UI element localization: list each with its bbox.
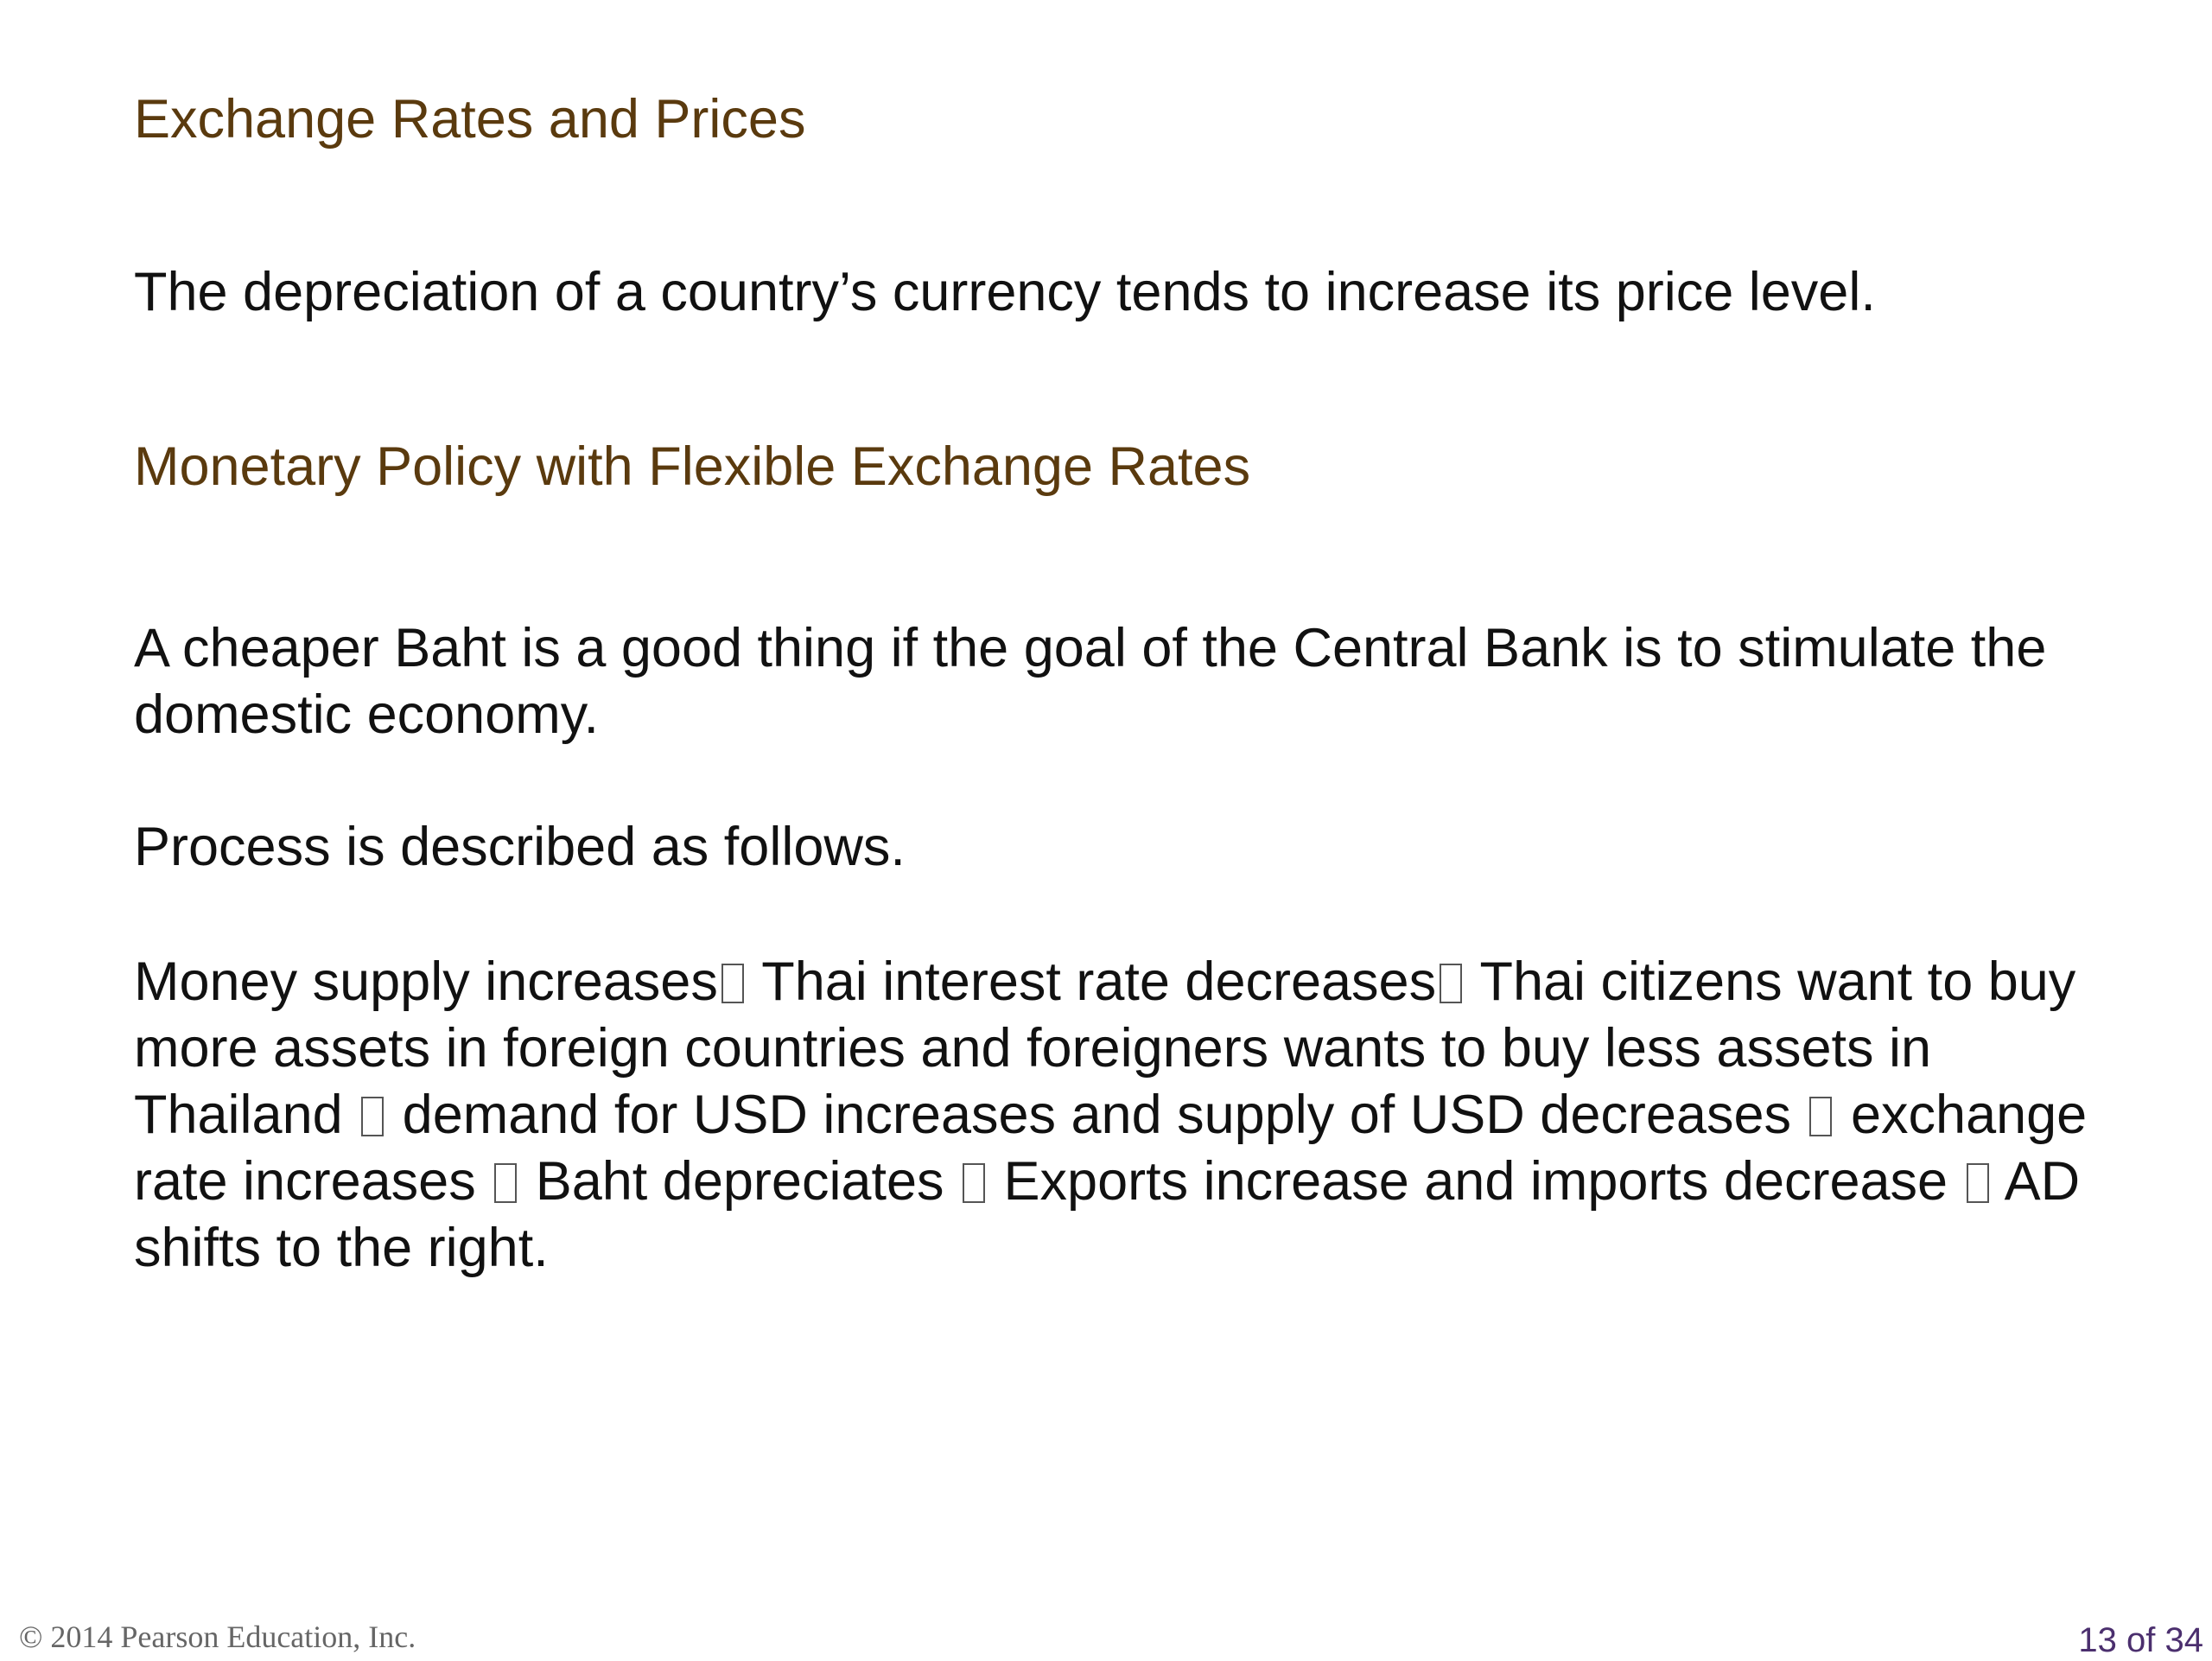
process-step-5: exchange rate increases (134, 1085, 2088, 1212)
missing-glyph-box-icon (494, 1163, 517, 1203)
missing-glyph-box-icon (1809, 1097, 1832, 1136)
process-step-2: Thai interest rate decreases (747, 951, 1437, 1012)
heading-monetary-policy: Monetary Policy with Flexible Exchange Rates (134, 436, 1251, 497)
paragraph-process-chain (134, 949, 2113, 1282)
heading-exchange-rates-and-prices: Exchange Rates and Prices (134, 89, 806, 150)
missing-glyph-box-icon (1440, 964, 1462, 1003)
footer-copyright: © 2014 Pearson Education, Inc. (19, 1620, 416, 1654)
footer-page-number: 13 of 34 (2078, 1621, 2203, 1659)
process-step-1: Money supply increases (134, 951, 718, 1012)
process-step-6: Baht depreciates (520, 1151, 960, 1212)
paragraph-process-intro: Process is described as follows. (134, 817, 906, 877)
process-step-7: Exports increase and imports decrease (988, 1151, 1963, 1212)
missing-glyph-box-icon (361, 1097, 384, 1136)
missing-glyph-box-icon (1967, 1163, 1989, 1203)
paragraph-cheaper-baht: A cheaper Baht is a good thing if the goal of the Central Bank is to stimulate the domestic economy. (134, 618, 2047, 745)
process-step-8: AD shifts to the right. (134, 1151, 2081, 1278)
missing-glyph-box-icon (963, 1163, 985, 1203)
missing-glyph-box-icon (721, 964, 744, 1003)
process-step-4: demand for USD increases and supply of USD decreases (387, 1085, 1807, 1145)
process-step-3: Thai citizens want to buy more assets in foreign countries and foreigners wants to buy less assets in Thailand (134, 951, 2076, 1145)
paragraph-depreciation: The depreciation of a country’s currency tends to increase its price level. (134, 262, 1876, 322)
